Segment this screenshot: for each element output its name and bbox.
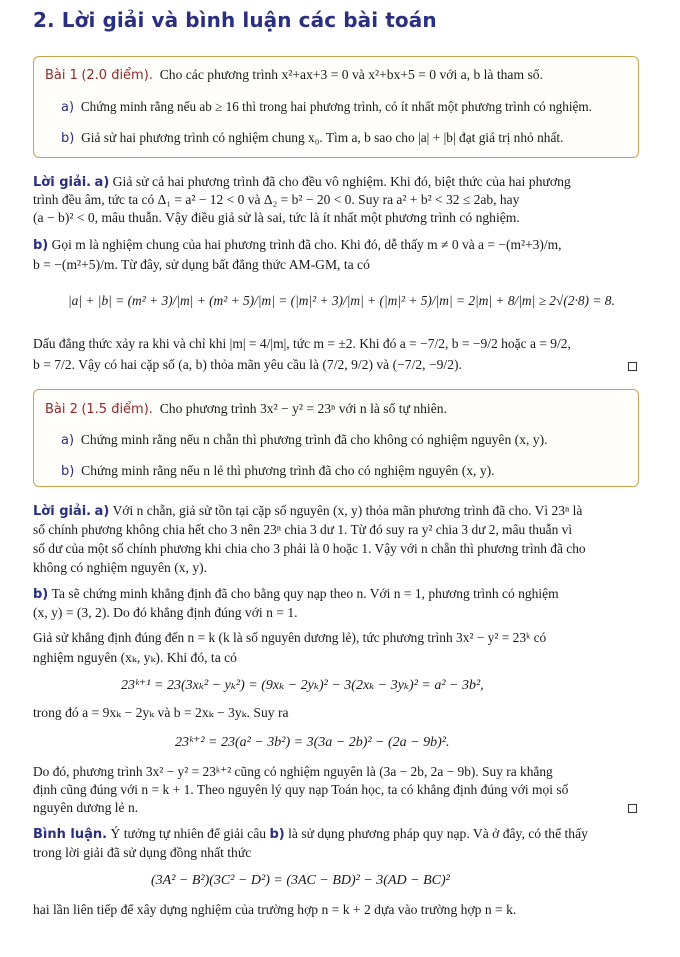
- solution-2-text-5: Ta sẽ chứng minh khẳng định đã cho bằng quy nạp theo n. Với n = 1, phương trình có nghiệm: [51, 586, 559, 601]
- solution-1-line-2: trình đều âm, tức ta có Δ₁ = a² − 12 < 0 và Δ₂ = b² − 20 < 0. Suy ra a² + b² < 32 ≤ 2ab, hay: [33, 192, 520, 207]
- problem-2-part-b: [61, 463, 495, 480]
- solution-2-line-9: trong đó a = 9xₖ − 2yₖ và b = 2xₖ − 3yₖ. Suy ra: [33, 705, 289, 720]
- solution-1-text-4: Gọi m là nghiệm chung của hai phương trình đã cho. Khi đó, dễ thấy m ≠ 0 và a = −(m²+3)/m,: [51, 237, 562, 252]
- problem-2-statement: Cho phương trình 3x² − y² = 23ⁿ với n là số tự nhiên.: [159, 401, 447, 416]
- problem-2-part-b-text: Chứng minh rằng nếu n lẻ thì phương trình đã cho có nghiệm nguyên (x, y).: [81, 463, 495, 478]
- solution-2-line-3: số dư của một số chính phương khi chia cho 3 phải là 0 hoặc 1. Vậy với n chẵn thì phương trình đã cho: [33, 541, 586, 556]
- solution-2-line-2: số chính phương không chia hết cho 3 nên 23ⁿ chia 3 dư 1. Từ đó suy ra y² chia 3 dư 2, mâu thuẫn vì: [33, 522, 573, 537]
- solution-2-part-a-label: a): [94, 504, 110, 519]
- qed-square-1: [628, 362, 637, 371]
- problem-2-statement-line: [45, 401, 447, 418]
- solution-2-line-4: không có nghiệm nguyên (x, y).: [33, 560, 208, 575]
- solution-1-line-6: Dấu đẳng thức xảy ra khi và chỉ khi |m| = 4/|m|, tức m = ±2. Khi đó a = −7/2, b = −9/2 hoặc a = 9/2,: [33, 336, 571, 351]
- solution-1-line-4: [33, 237, 562, 254]
- problem-1-label: Bài 1: [45, 68, 78, 83]
- comment-equation: (3A² − B²)(3C² − D²) = (3AC − BD)² − 3(AD − BC)²: [151, 873, 450, 888]
- solution-2-heading: Lời giải.: [33, 504, 92, 519]
- comment-line-2: trong lời giải đã sử dụng đồng nhất thức: [33, 845, 252, 860]
- solution-2-line-10: Do đó, phương trình 3x² − y² = 23ᵏ⁺² cũng có nghiệm nguyên là (3a − 2b, 2a − 9b). Suy ra khẳng: [33, 764, 553, 779]
- qed-square-2: [628, 804, 637, 813]
- solution-2-line-8: nghiệm nguyên (xₖ, yₖ). Khi đó, ta có: [33, 650, 237, 665]
- problem-1-points: (2.0 điểm).: [81, 68, 153, 83]
- comment-line-1: [33, 826, 588, 843]
- solution-2-line-6: (x, y) = (3, 2). Do đó khẳng định đúng với n = 1.: [33, 605, 298, 620]
- solution-1-line-7: b = 7/2. Vậy có hai cặp số (a, b) thỏa mãn yêu cầu là (7/2, 9/2) và (−7/2, −9/2).: [33, 357, 462, 372]
- problem-1-part-a: [61, 99, 592, 116]
- solution-1-heading: Lời giải.: [33, 175, 92, 190]
- solution-2-equation-2: 23ᵏ⁺² = 23(a² − 3b²) = 3(3a − 2b)² − (2a − 9b)².: [175, 735, 450, 750]
- comment-part-ref: b): [269, 827, 285, 842]
- problem-2-part-a-label: a): [61, 433, 75, 448]
- solution-2-line-12: nguyên dương lẻ n.: [33, 800, 139, 815]
- problem-1-part-b-label: b): [61, 131, 75, 146]
- solution-1-equation: |a| + |b| = (m² + 3)/|m| + (m² + 5)/|m| = (|m|² + 3)/|m| + (|m|² + 5)/|m| = 2|m| + 8/|m| ≥ 2√(2·8) = 8.: [68, 293, 615, 308]
- solution-2-text-1: Với n chẵn, giả sử tồn tại cặp số nguyên (x, y) thỏa mãn phương trình đã cho. Vì 23ⁿ là: [112, 503, 583, 518]
- solution-2-part-b-label: b): [33, 587, 49, 602]
- problem-1-part-b: [61, 130, 564, 147]
- solution-1-line-5: b = −(m²+5)/m. Từ đây, sử dụng bất đẳng thức AM-GM, ta có: [33, 257, 370, 272]
- solution-2-line-7: Giả sử khẳng định đúng đến n = k (k là số nguyên dương lẻ), tức phương trình 3x² − y² = 23ᵏ có: [33, 630, 547, 645]
- section-title: 2. Lời giải và bình luận các bài toán: [33, 8, 437, 32]
- comment-text-1c: là sử dụng phương pháp quy nạp. Và ở đây, có thể thấy: [288, 826, 588, 841]
- solution-2-equation-1: 23ᵏ⁺¹ = 23(3xₖ² − yₖ²) = (9xₖ − 2yₖ)² − 3(2xₖ − 3yₖ)² = a² − 3b²,: [121, 678, 484, 693]
- problem-2-label: Bài 2: [45, 402, 78, 417]
- problem-1-part-a-label: a): [61, 100, 75, 115]
- problem-2-points: (1.5 điểm).: [81, 402, 153, 417]
- comment-line-3: hai lần liên tiếp để xây dựng nghiệm của trường hợp n = k + 2 dựa vào trường hợp n = k.: [33, 902, 517, 917]
- problem-1-part-a-text: Chứng minh rằng nếu ab ≥ 16 thì trong hai phương trình, có ít nhất một phương trình có nghiệm.: [80, 99, 592, 114]
- problem-2-part-a: [61, 432, 548, 449]
- solution-1-line-1: [33, 174, 571, 191]
- comment-text-1a: Ý tưởng tự nhiên để giải câu: [110, 826, 267, 841]
- solution-2-line-5: [33, 586, 559, 603]
- problem-1-part-b-text: Giả sử hai phương trình có nghiệm chung x₀. Tìm a, b sao cho |a| + |b| đạt giá trị nhỏ nhất.: [81, 130, 564, 145]
- problem-1-statement-line: [45, 67, 543, 84]
- problem-1-statement: Cho các phương trình x²+ax+3 = 0 và x²+bx+5 = 0 với a, b là tham số.: [159, 67, 543, 82]
- solution-2-line-1: [33, 503, 582, 520]
- solution-1-part-b-label: b): [33, 238, 49, 253]
- solution-2-line-11: định cũng đúng với n = k + 1. Theo nguyên lý quy nạp Toán học, ta có khẳng định đúng với mọi số: [33, 782, 569, 797]
- problem-2-part-b-label: b): [61, 464, 75, 479]
- solution-1-part-a-label: a): [94, 175, 110, 190]
- solution-1-line-3: (a − b)² < 0, mâu thuẫn. Vậy điều giả sử là sai, tức là ít nhất một phương trình có nghiệm.: [33, 210, 520, 225]
- comment-heading: Bình luận.: [33, 827, 108, 842]
- problem-2-part-a-text: Chứng minh rằng nếu n chẵn thì phương trình đã cho không có nghiệm nguyên (x, y).: [80, 432, 548, 447]
- solution-1-text-1: Giả sử cả hai phương trình đã cho đều vô nghiệm. Khi đó, biệt thức của hai phương: [112, 174, 571, 189]
